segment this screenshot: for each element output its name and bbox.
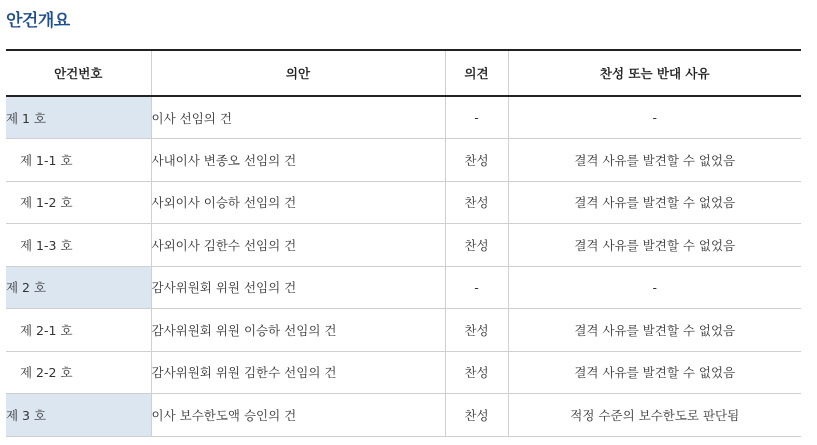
header-reason: 찬성 또는 반대 사유 — [508, 50, 801, 96]
agenda-opinion: 찬성 — [445, 309, 508, 352]
agenda-item: 감사위원회 위원 선임의 건 — [151, 266, 445, 309]
header-opinion: 의견 — [445, 50, 508, 96]
agenda-number: 제 1-1 호 — [6, 139, 151, 182]
agenda-reason: 결격 사유를 발견할 수 없었음 — [508, 181, 801, 224]
agenda-opinion: 찬성 — [445, 224, 508, 267]
agenda-reason: - — [508, 266, 801, 309]
agenda-item: 이사 선임의 건 — [151, 96, 445, 139]
table-row — [6, 266, 801, 309]
agenda-opinion: 찬성 — [445, 139, 508, 182]
table-row — [6, 351, 801, 394]
agenda-reason: 결격 사유를 발견할 수 없었음 — [508, 139, 801, 182]
agenda-number: 제 2-1 호 — [6, 309, 151, 352]
table-row — [6, 181, 801, 224]
agenda-number: 제 2 호 — [6, 266, 151, 309]
agenda-item: 감사위원회 위원 이승하 선임의 건 — [151, 309, 445, 352]
table-row — [6, 139, 801, 182]
agenda-opinion: - — [445, 96, 508, 139]
table-row — [6, 309, 801, 352]
table-header-row — [6, 50, 801, 96]
agenda-number: 제 1 호 — [6, 96, 151, 139]
table-row — [6, 96, 801, 139]
section-title: 안건개요 — [6, 11, 70, 31]
agenda-opinion: 찬성 — [445, 181, 508, 224]
agenda-item: 사외이사 이승하 선임의 건 — [151, 181, 445, 224]
header-item: 의안 — [151, 50, 445, 96]
agenda-opinion: 찬성 — [445, 394, 508, 437]
agenda-reason: 적정 수준의 보수한도로 판단됨 — [508, 394, 801, 437]
header-number: 안건번호 — [6, 50, 151, 96]
agenda-reason: - — [508, 96, 801, 139]
agenda-reason: 결격 사유를 발견할 수 없었음 — [508, 224, 801, 267]
table-row — [6, 224, 801, 267]
table-row — [6, 394, 801, 437]
agenda-table-body — [6, 96, 801, 436]
agenda-number: 제 3 호 — [6, 394, 151, 437]
agenda-item: 이사 보수한도액 승인의 건 — [151, 394, 445, 437]
agenda-number: 제 1-3 호 — [6, 224, 151, 267]
agenda-item: 사내이사 변종오 선임의 건 — [151, 139, 445, 182]
agenda-opinion: 찬성 — [445, 351, 508, 394]
agenda-item: 감사위원회 위원 김한수 선임의 건 — [151, 351, 445, 394]
agenda-number: 제 1-2 호 — [6, 181, 151, 224]
agenda-number: 제 2-2 호 — [6, 351, 151, 394]
agenda-table — [6, 49, 801, 437]
agenda-item: 사외이사 김한수 선임의 건 — [151, 224, 445, 267]
agenda-reason: 결격 사유를 발견할 수 없었음 — [508, 309, 801, 352]
agenda-reason: 결격 사유를 발견할 수 없었음 — [508, 351, 801, 394]
agenda-opinion: - — [445, 266, 508, 309]
